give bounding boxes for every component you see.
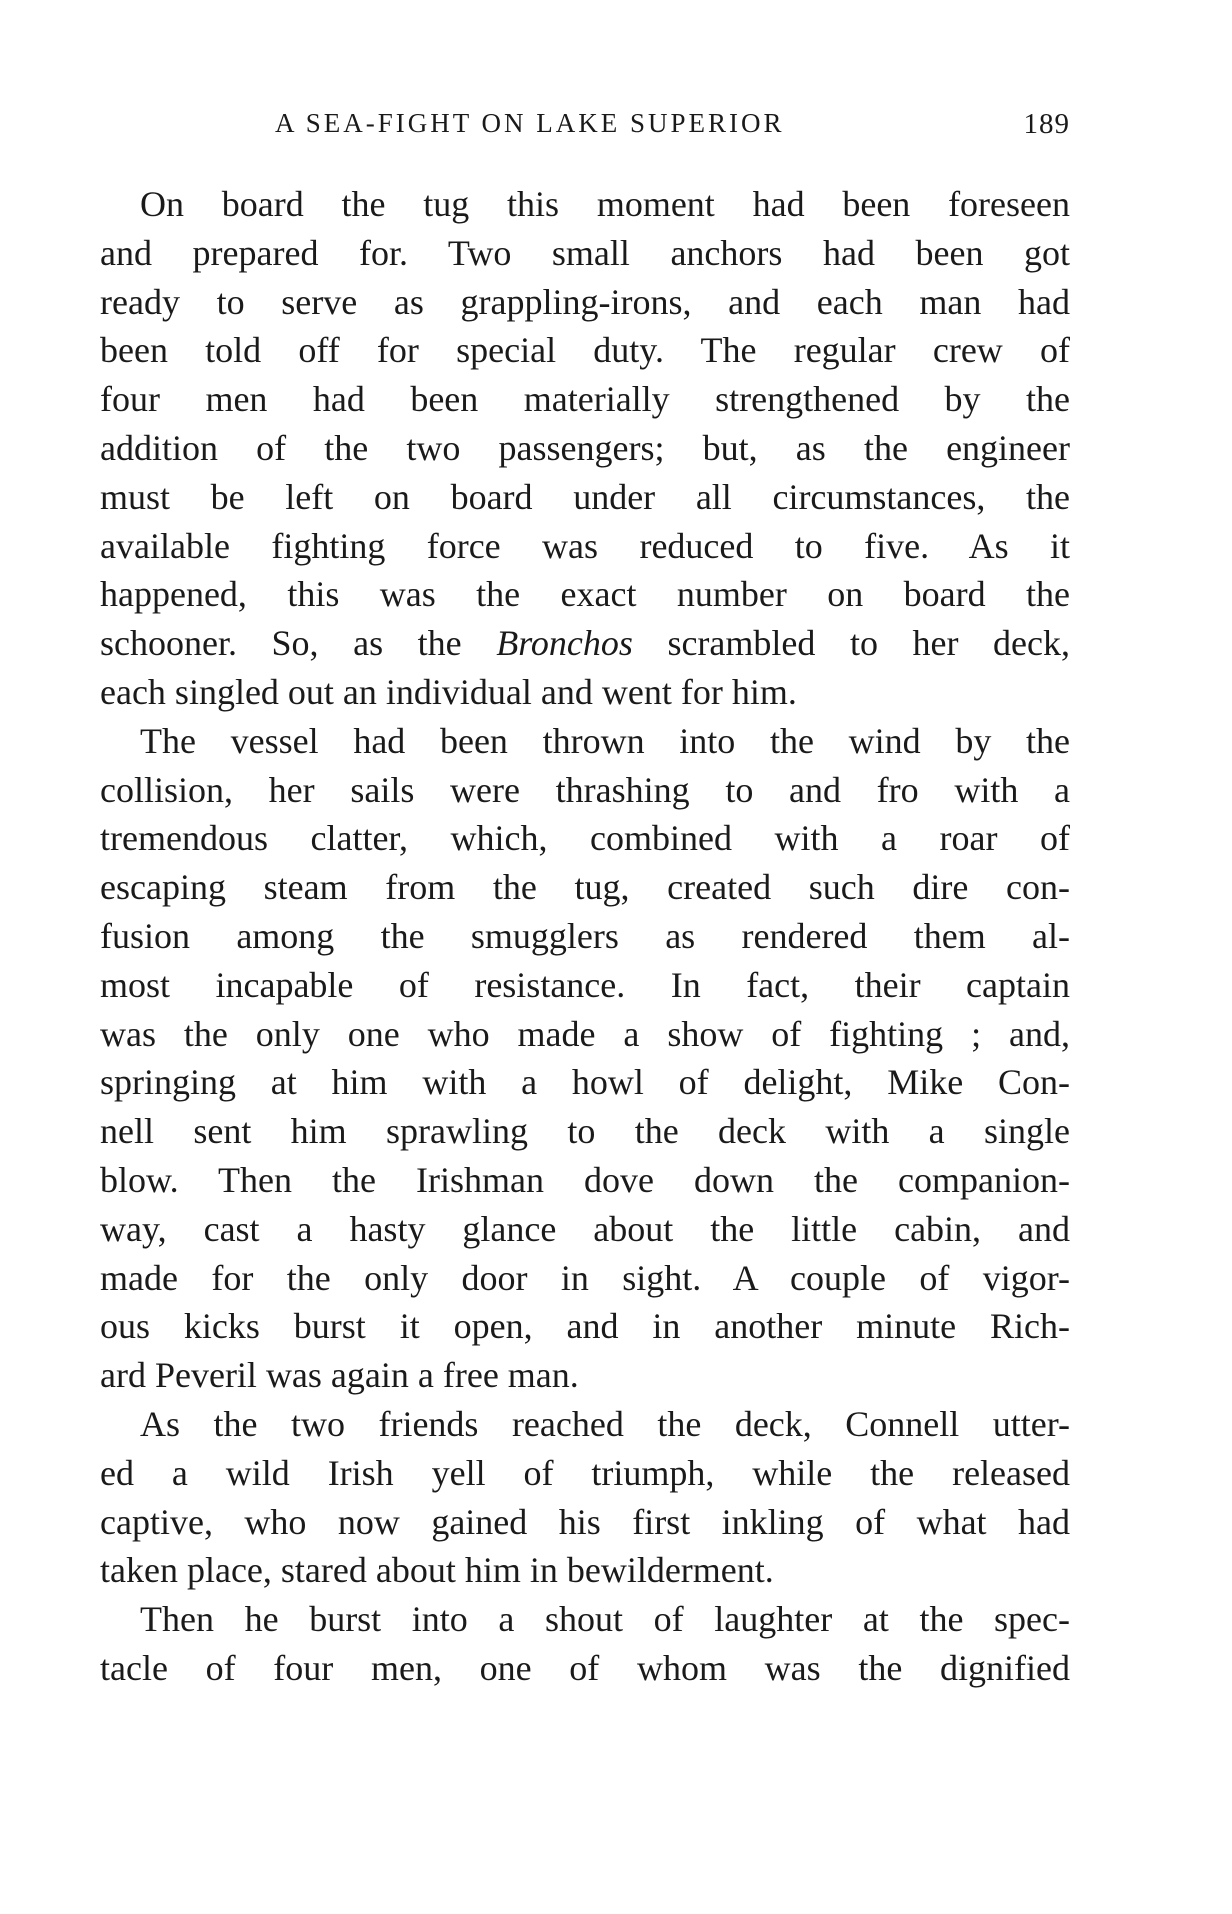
text-line: and prepared for. Two small anchors had been got <box>100 232 1070 273</box>
text-line: blow. Then the Irishman dove down the companion- <box>100 1159 1070 1200</box>
text-line <box>100 619 1070 668</box>
text-line: available fighting force was reduced to five. As it <box>100 525 1070 566</box>
text-line: must be left on board under all circumstances, the <box>100 476 1070 517</box>
text-line: ard Peveril was again a free man. <box>100 1355 579 1396</box>
text-line: The vessel had been thrown into the wind by the <box>140 720 1070 761</box>
text-line: fusion among the smugglers as rendered them al- <box>100 915 1070 956</box>
text-line: four men had been materially strengthened by the <box>100 379 1070 420</box>
italic-ship-name: Bronchos <box>496 623 633 664</box>
text-line: captive, who now gained his first inkling of what had <box>100 1501 1070 1542</box>
text-line: each singled out an individual and went for him. <box>100 671 797 712</box>
body-text <box>100 180 1070 1693</box>
text-line: nell sent him sprawling to the deck with a single <box>100 1111 1070 1152</box>
text-line: As the two friends reached the deck, Connell utter- <box>140 1403 1070 1444</box>
text-line: way, cast a hasty glance about the little cabin, and <box>100 1208 1070 1249</box>
text-line: been told off for special duty. The regular crew of <box>100 330 1070 371</box>
text-line: happened, this was the exact number on board the <box>100 574 1070 615</box>
text-line: ed a wild Irish yell of triumph, while the released <box>100 1452 1070 1493</box>
running-title: A SEA-FIGHT ON LAKE SUPERIOR <box>275 108 785 138</box>
text-line: ous kicks burst it open, and in another minute Rich- <box>100 1306 1070 1347</box>
text-line: collision, her sails were thrashing to and fro with a <box>100 769 1070 810</box>
text-line: springing at him with a howl of delight, Mike Con- <box>100 1062 1070 1103</box>
running-head <box>100 108 1070 148</box>
text-line: ready to serve as grappling-irons, and each man had <box>100 281 1070 322</box>
text-line: Then he burst into a shout of laughter at the spec- <box>140 1599 1070 1640</box>
text-segment: schooner. So, as the <box>100 623 497 664</box>
text-line: tremendous clatter, which, combined with a roar of <box>100 818 1070 859</box>
text-line: On board the tug this moment had been foreseen <box>140 184 1070 224</box>
text-line: tacle of four men, one of whom was the dignified <box>100 1647 1070 1688</box>
text-line: escaping steam from the tug, created such dire con- <box>100 867 1070 908</box>
text-line: was the only one who made a show of fighting ; and, <box>100 1013 1070 1054</box>
text-line: taken place, stared about him in bewilderment. <box>100 1550 774 1591</box>
text-line: made for the only door in sight. A couple of vigor- <box>100 1257 1070 1298</box>
text-line: addition of the two passengers; but, as the engineer <box>100 427 1070 468</box>
text-line: most incapable of resistance. In fact, their captain <box>100 964 1070 1005</box>
page-number: 189 <box>1023 108 1070 140</box>
text-segment: scrambled to her deck, <box>632 623 1070 664</box>
